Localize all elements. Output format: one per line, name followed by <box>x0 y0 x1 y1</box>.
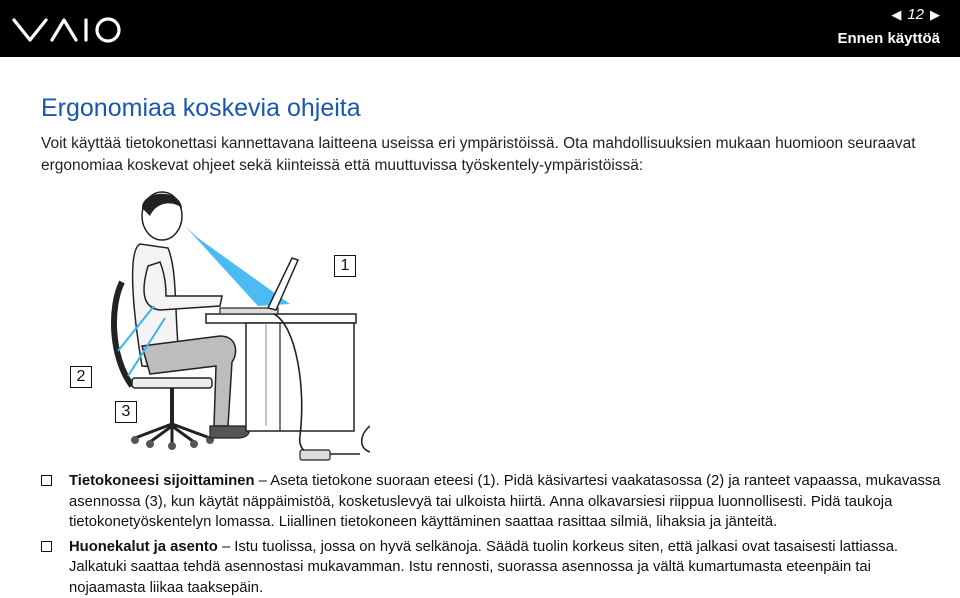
ergonomics-guidelines-list <box>41 471 941 598</box>
list-item <box>41 471 941 533</box>
callout-3: 3 <box>115 401 137 423</box>
page-navigation <box>891 6 940 23</box>
arrow-right-icon[interactable]: ▶ <box>930 6 940 22</box>
vaio-logo <box>12 12 124 46</box>
section-title[interactable]: Ennen käyttöä <box>837 30 940 47</box>
list-item <box>41 537 941 598</box>
header-bar <box>0 0 960 57</box>
person-arm <box>144 262 222 310</box>
ergonomics-illustration <box>70 186 370 466</box>
bullet-term: Tietokoneesi sijoittaminen <box>69 473 255 489</box>
page-number: 12 <box>907 6 924 23</box>
callout-2: 2 <box>70 366 92 388</box>
bullet-term: Huonekalut ja asento <box>69 538 218 555</box>
callout-1: 1 <box>334 255 356 277</box>
chair-seat <box>132 378 212 388</box>
bullet-text: – Aseta tietokone suoraan eteesi (1). Pidä käsivartesi vaakatasossa (2) ja ranteet vapaassa, mukavassa asennossa (3), kun käytät näppäimistöä, kosketuslevyä tai ulkoista hiirtä. Anna olkavarsiesi riippua luonnollisesti. Pidä taukoja tietokonetyöskentelyn lomassa. Liiallinen tietokoneen käyttäminen saattaa rasittaa silmiä, lihaksia ja jänteitä. <box>69 473 941 530</box>
arrow-left-icon[interactable]: ◀ <box>891 6 902 22</box>
intro-paragraph: Voit käyttää tietokonettasi kannettavana laitteena useissa eri ympäristöissä. Ota mahdollisuuksien mukaan huomioon seuraavat ergonomiaa koskevat ohjeet sekä kiinteissä että muuttuvissa työskentely-ympäristöissä: <box>41 135 916 174</box>
page-title: Ergonomiaa koskevia ohjeita <box>41 94 361 122</box>
checkbox-bullet-icon <box>41 475 52 486</box>
bullet-text: – Istu tuolissa, jossa on hyvä selkänoja. Säädä tuolin korkeus siten, että jalkasi ovat tasaisesti lattiassa. Jalkatuki saattaa tehdä asennostasi mukavamman. Istu rennosti, suorassa asennossa ja vältä kumartumasta eteenpäin tai nojaamasta liikaa taaksepäin. <box>69 538 899 596</box>
power-adapter <box>300 450 330 460</box>
chair-back <box>114 282 132 386</box>
checkbox-bullet-icon <box>41 541 52 552</box>
